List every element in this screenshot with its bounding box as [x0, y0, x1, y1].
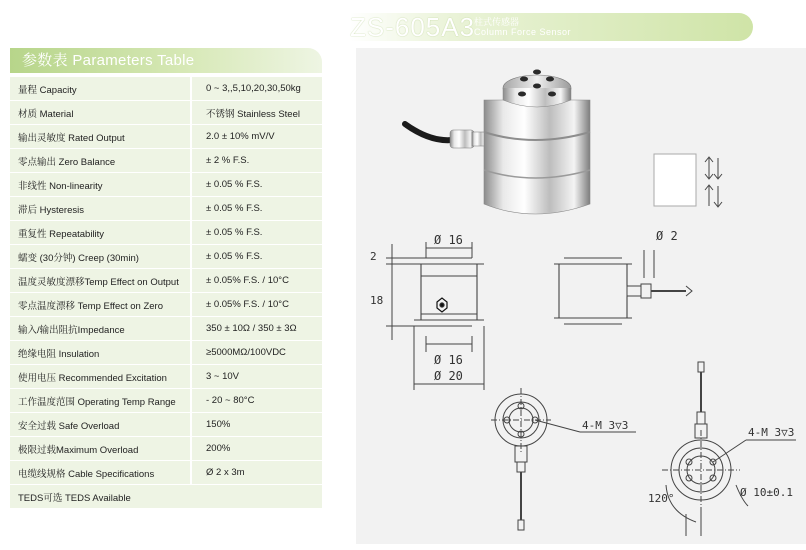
param-name: 绝缘电阻 Insulation [10, 341, 192, 364]
param-value: ± 2 % F.S. [206, 155, 250, 166]
param-value: ± 0.05% F.S. / 10°C [206, 275, 289, 286]
param-name: 蠕变 (30分钟) Creep (30min) [10, 245, 192, 268]
table-row [10, 245, 322, 269]
param-value: 350 ± 10Ω / 350 ± 3Ω [206, 323, 297, 334]
table-row [10, 413, 322, 437]
param-value: 不锈钢 Stainless Steel [206, 108, 300, 120]
param-name: 输入/输出阻抗Impedance [10, 317, 192, 340]
param-name: 滞后 Hysteresis [10, 197, 192, 220]
param-name: 零点输出 Zero Balance [10, 149, 192, 172]
table-row [10, 389, 322, 413]
thread-spec-left: 4-M 3▽3 [582, 419, 629, 432]
table-row [10, 485, 322, 509]
param-value: 3 ~ 10V [206, 371, 240, 382]
param-name: 重复性 Repeatability [10, 221, 192, 244]
table-row [10, 221, 322, 245]
param-value: ± 0.05 % F.S. [206, 227, 263, 238]
param-name: 极限过载Maximum Overload [10, 437, 192, 460]
param-name: TEDS可选 TEDS Available [18, 492, 131, 504]
param-value: ± 0.05 % F.S. [206, 203, 263, 214]
table-row [10, 461, 322, 485]
dim-top-diameter: Ø 16 [434, 233, 463, 247]
table-row [10, 101, 322, 125]
table-row [10, 365, 322, 389]
table-row [10, 173, 322, 197]
dim-cable-diameter: Ø 2 [656, 229, 678, 243]
technical-drawing [356, 140, 806, 544]
param-name: 使用电压 Recommended Excitation [10, 365, 192, 388]
table-row [10, 437, 322, 461]
param-value: ± 0.05% F.S. / 10°C [206, 299, 289, 310]
parameters-table-header: 参数表 Parameters Table [10, 48, 322, 73]
thread-spec-right: 4-M 3▽3 [748, 426, 795, 439]
angle-label: 120° [648, 492, 675, 505]
param-name: 工作温度范围 Operating Temp Range [10, 389, 192, 412]
param-name: 材质 Material [10, 101, 192, 124]
product-name-cn: 柱式传感器 [474, 17, 520, 27]
model-code: ZS-605A3 [350, 12, 476, 42]
param-value: 150% [206, 419, 231, 430]
table-row [10, 197, 322, 221]
param-name: 零点温度漂移 Temp Effect on Zero [10, 293, 192, 316]
table-row [10, 269, 322, 293]
param-value: Ø 2 x 3m [206, 467, 245, 478]
table-row [10, 77, 322, 101]
param-value: 0 ~ 3,,5,10,20,30,50kg [206, 83, 301, 94]
param-name: 安全过载 Safe Overload [10, 413, 192, 436]
pcd-label: Ø 10±0.1 [740, 486, 793, 499]
param-name: 输出灵敏度 Rated Output [10, 125, 192, 148]
param-name: 温度灵敏度漂移Temp Effect on Output [10, 269, 192, 292]
param-value: 2.0 ± 10% mV/V [206, 131, 275, 142]
table-row [10, 125, 322, 149]
param-value: - 20 ~ 80°C [206, 395, 255, 406]
table-row [10, 293, 322, 317]
dim-bottom-diameter: Ø 20 [434, 369, 463, 383]
product-name-en: Column Force Sensor [474, 27, 572, 37]
parameters-table [10, 77, 322, 509]
param-value: 200% [206, 443, 231, 454]
param-value: ± 0.05 % F.S. [206, 179, 263, 190]
param-value: ≥5000MΩ/100VDC [206, 347, 286, 358]
dim-height-18: 18 [370, 294, 384, 307]
table-row [10, 341, 322, 365]
param-name: 非线性 Non-linearity [10, 173, 192, 196]
param-value: ± 0.05 % F.S. [206, 251, 263, 262]
table-row [10, 317, 322, 341]
dim-mid-diameter: Ø 16 [434, 353, 463, 367]
param-name: 量程 Capacity [10, 77, 192, 100]
table-row [10, 149, 322, 173]
param-name: 电缆线规格 Cable Specifications [10, 461, 192, 484]
dim-height-2: 2 [370, 250, 377, 263]
